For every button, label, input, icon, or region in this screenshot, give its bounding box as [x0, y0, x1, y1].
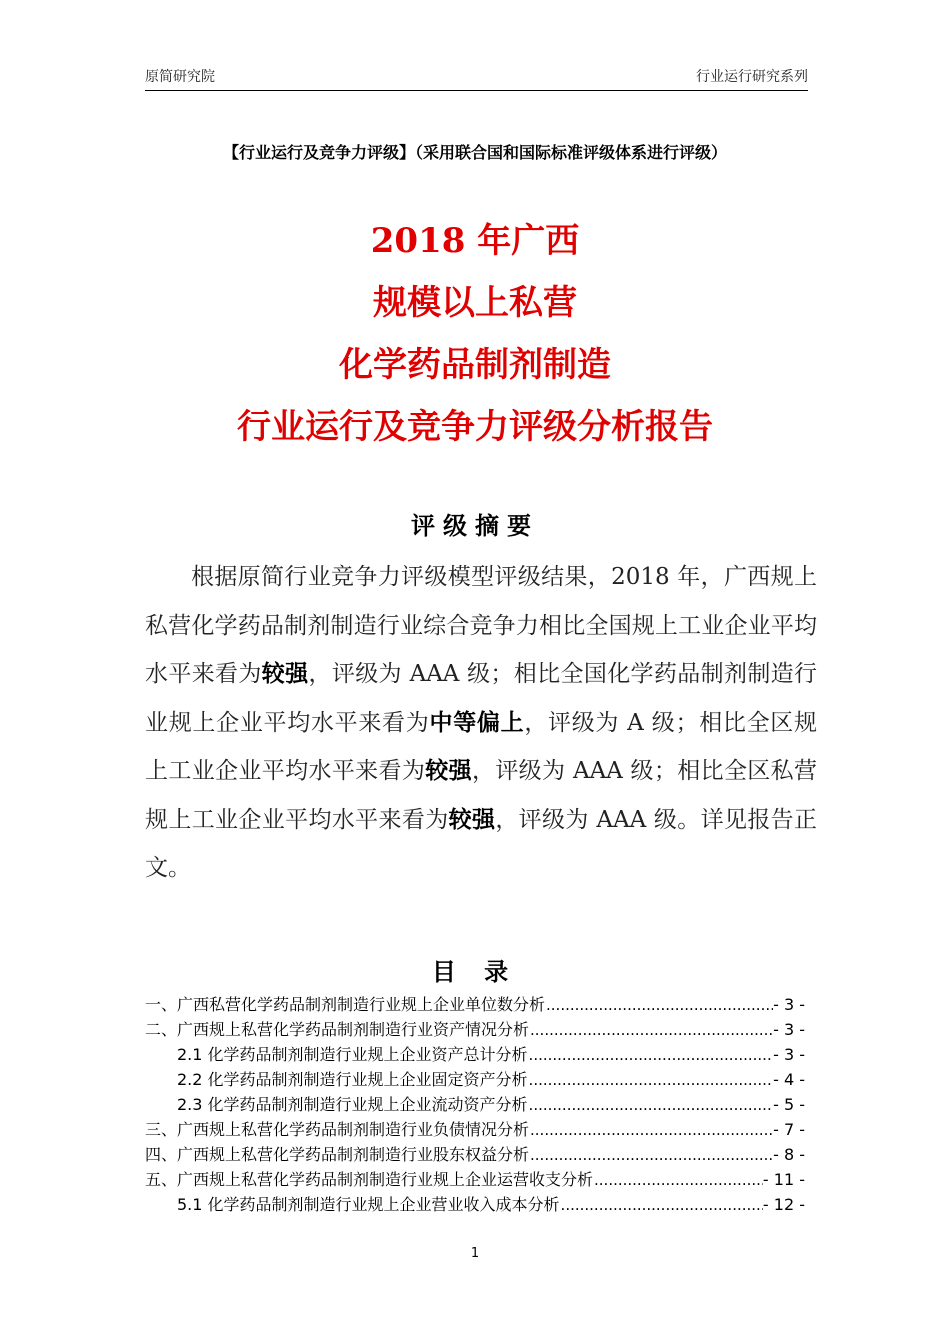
toc-leader-dots	[528, 1043, 774, 1068]
toc-item-page: - 3 -	[773, 1045, 805, 1064]
summary-heading: 评级摘要	[411, 512, 539, 540]
rating-method-line: 【行业运行及竞争力评级】（采用联合国和国际标准评级体系进行评级）	[222, 143, 727, 162]
toc-item-page: - 12 -	[762, 1195, 805, 1214]
toc-item-text: 五、广西规上私营化学药品制剂制造行业规上企业运营收支分析	[145, 1170, 594, 1189]
summary-bold-4: 较强	[448, 806, 496, 833]
toc-subitem[interactable]	[145, 1067, 805, 1092]
toc-item[interactable]	[145, 1142, 805, 1167]
title-line-1: 2018 年广西	[370, 221, 580, 261]
summary-bold-3: 较强	[425, 758, 472, 784]
summary-paragraph	[145, 553, 817, 893]
toc-item-text: 5.1 化学药品制剂制造行业规上企业营业收入成本分析	[177, 1195, 560, 1214]
toc-item-text: 2.2 化学药品制剂制造行业规上企业固定资产分析	[177, 1070, 528, 1089]
title-line-3: 化学药品制剂制造	[339, 345, 611, 385]
toc-item-text: 一、广西私营化学药品制剂制造行业规上企业单位数分析	[145, 995, 546, 1014]
toc-item[interactable]	[145, 1167, 805, 1192]
summary-bold-1: 较强	[261, 661, 309, 687]
toc-subitem[interactable]	[145, 1092, 805, 1117]
header-publisher: 原简研究院	[145, 69, 215, 85]
summary-bold-2: 中等偏上	[429, 709, 525, 736]
summary-text-5: ，评级为 AAA 级。详见报告正文。	[145, 806, 818, 881]
toc-item-text: 四、广西规上私营化学药品制剂制造行业股东权益分析	[145, 1145, 530, 1164]
toc-item-page: - 4 -	[773, 1070, 805, 1089]
toc-item-page: - 3 -	[773, 1020, 805, 1039]
report-title	[0, 212, 950, 460]
title-line-2: 规模以上私营	[373, 283, 577, 323]
toc-leader-dots	[593, 1168, 763, 1193]
toc-leader-dots	[560, 1193, 763, 1218]
toc-item-text: 二、广西规上私营化学药品制剂制造行业资产情况分析	[145, 1020, 530, 1039]
toc-subitem[interactable]	[145, 1042, 805, 1067]
page-number: 1	[470, 1246, 480, 1261]
toc-item[interactable]	[145, 1017, 805, 1042]
toc-leader-dots	[529, 1018, 773, 1043]
title-line-4: 行业运行及竞争力评级分析报告	[237, 407, 713, 447]
header-series: 行业运行研究系列	[696, 69, 808, 85]
toc-item[interactable]	[145, 992, 805, 1017]
toc-item-page: - 5 -	[773, 1095, 805, 1114]
toc-leader-dots	[528, 1093, 774, 1118]
toc-item[interactable]	[145, 1117, 805, 1142]
toc-item-text: 三、广西规上私营化学药品制剂制造行业负债情况分析	[145, 1120, 530, 1139]
summary-text-4: ，评级为 AAA 级；相比全区私营规上工业企业平均水平来看为	[145, 758, 818, 833]
toc-heading: 目 录	[431, 958, 519, 986]
toc-leader-dots	[529, 1143, 773, 1168]
toc-item-page: - 3 -	[773, 995, 805, 1014]
toc-leader-dots	[528, 1068, 774, 1093]
page-header	[145, 62, 808, 91]
toc-leader-dots	[529, 1118, 773, 1143]
toc-item-page: - 11 -	[762, 1170, 805, 1189]
toc-item-page: - 7 -	[773, 1120, 805, 1139]
summary-text-2: ，评级为 AAA 级；相比全国化学药品制剂制造行业规上企业平均水平来看为	[145, 661, 818, 736]
toc-item-page: - 8 -	[773, 1145, 805, 1164]
toc-item-text: 2.3 化学药品制剂制造行业规上企业流动资产分析	[177, 1095, 528, 1114]
summary-text-1: 根据原简行业竞争力评级模型评级结果，2018 年，广西规上私营化学药品制剂制造行业综合竞争力相比全国规上工业企业平均水平来看为	[145, 564, 817, 687]
table-of-contents	[145, 992, 805, 1217]
toc-subitem[interactable]	[145, 1192, 805, 1217]
toc-leader-dots	[545, 993, 773, 1018]
summary-text-3: ，评级为 A 级；相比全区规上工业企业平均水平来看为	[145, 709, 818, 784]
toc-item-text: 2.1 化学药品制剂制造行业规上企业资产总计分析	[177, 1045, 528, 1064]
